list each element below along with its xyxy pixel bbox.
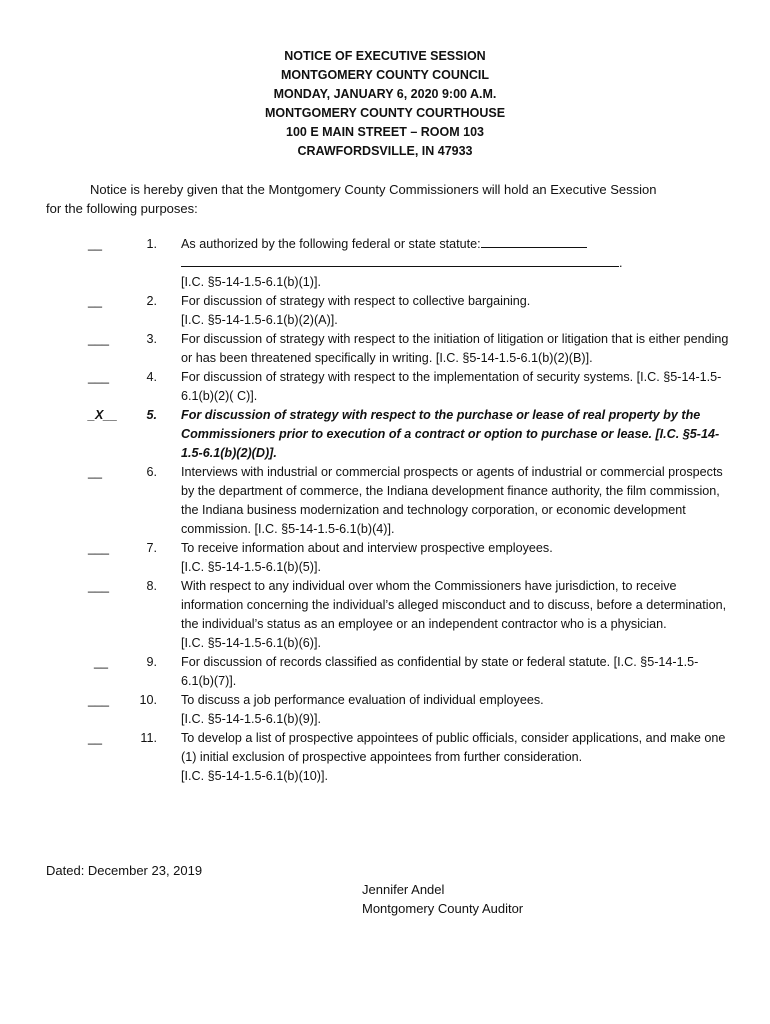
signature-block <box>362 880 523 918</box>
purpose-item-9 <box>0 653 770 691</box>
item-text: For discussion of strategy with respect to collective bargaining. [I.C. §5-14-1.5-6.1(b)(2)(A)]. <box>181 294 531 327</box>
checkbox-mark: __ <box>88 465 103 479</box>
header-title: NOTICE OF EXECUTIVE SESSION <box>284 49 486 63</box>
checkbox-mark: ___ <box>88 332 110 346</box>
statute-end-period: . <box>619 256 623 270</box>
item-text <box>181 235 729 292</box>
purpose-item-5-selected <box>0 406 770 463</box>
intro-line-1: Notice is hereby given that the Montgomery County Commissioners will hold an Executive Session <box>90 182 657 197</box>
checkbox-mark: __ <box>88 731 103 745</box>
checkbox-mark: __ <box>94 655 109 669</box>
header-date-time: MONDAY, JANUARY 6, 2020 9:00 A.M. <box>273 87 497 101</box>
purpose-item-7 <box>0 539 770 577</box>
item-text: For discussion of strategy with respect to the purchase or lease of real property by the Commissioners prior to execution of a contract or option to purchase or lease. [I.C. §5-14-1.5-6.1(b)(2)(D)]. <box>181 408 720 460</box>
checkbox-mark: __ <box>88 237 103 251</box>
item-text: For discussion of records classified as confidential by state or federal statute. [I.C. §5-14-1.5-6.1(b)(7)]. <box>181 655 699 688</box>
checkbox-mark: ___ <box>88 579 110 593</box>
header-council: MONTGOMERY COUNTY COUNCIL <box>280 68 490 82</box>
notice-header <box>0 47 770 161</box>
purpose-item-1 <box>0 235 770 292</box>
item-number: 5. <box>146 408 157 422</box>
item-number: 9. <box>146 655 157 669</box>
item-number: 10. <box>139 693 157 707</box>
header-location: MONTGOMERY COUNTY COURTHOUSE <box>264 106 506 120</box>
checkbox-mark: ___ <box>88 541 110 555</box>
item-text: With respect to any individual over whom the Commissioners have jurisdiction, to receive information concerning the individual’s alleged misconduct and to discuss, before a determination, the individual’s status as an employee or an independent contractor who is a physician. [I.C. §5-14-1.5-6.1(b)(6)]. <box>181 579 727 650</box>
item-text: Interviews with industrial or commercial prospects or agents of industrial or commercial prospects by the department of commerce, the Indiana development finance authority, the film commission, the Indiana business modernization and technology corporation, or economic development commission. [I.C. §5-14-1.5-6.1(b)(4)]. <box>181 465 723 536</box>
item-number: 7. <box>146 541 157 555</box>
item-number: 8. <box>146 579 157 593</box>
intro-line-2: for the following purposes: <box>46 201 198 216</box>
signer-title: Montgomery County Auditor <box>362 901 524 916</box>
statute-blank-line-full <box>181 254 619 267</box>
item-text: To receive information about and interview prospective employees. [I.C. §5-14-1.5-6.1(b)(5)]. <box>181 541 553 574</box>
statute-citation: [I.C. §5-14-1.5-6.1(b)(1)]. <box>181 275 321 289</box>
statute-lead-text: As authorized by the following federal or state statute: <box>181 237 481 251</box>
item-number: 1. <box>146 237 157 251</box>
purpose-list <box>0 235 770 786</box>
header-address: 100 E MAIN STREET – ROOM 103 <box>286 125 484 139</box>
item-text: For discussion of strategy with respect to the implementation of security systems. [I.C. §5-14-1.5-6.1(b)(2)( C)]. <box>181 370 722 403</box>
item-number: 2. <box>146 294 157 308</box>
item-text: To discuss a job performance evaluation of individual employees. [I.C. §5-14-1.5-6.1(b)(9)]. <box>181 693 544 726</box>
purpose-item-8 <box>0 577 770 653</box>
purpose-item-3 <box>0 330 770 368</box>
header-city: CRAWFORDSVILLE, IN 47933 <box>297 144 473 158</box>
item-number: 6. <box>146 465 157 479</box>
statute-blank-line <box>481 235 587 248</box>
purpose-item-4 <box>0 368 770 406</box>
purpose-item-6 <box>0 463 770 539</box>
item-number: 11. <box>140 731 157 745</box>
checkbox-mark: __ <box>88 294 103 308</box>
purpose-item-11 <box>0 729 770 786</box>
item-text: To develop a list of prospective appointees of public officials, consider applications, and make one (1) initial exclusion of prospective appointees from further consideration. [I.C. §5-14-1.5-6.1(b)(10)]. <box>181 731 726 783</box>
intro-paragraph <box>46 180 716 218</box>
item-number: 4. <box>146 370 157 384</box>
item-text: For discussion of strategy with respect to the initiation of litigation or litigation that is either pending or has been threatened specifically in writing. [I.C. §5-14-1.5-6.1(b)(2)(B)]. <box>181 332 729 365</box>
checkbox-mark: ___ <box>88 693 110 707</box>
checkbox-mark-selected: _X__ <box>88 408 118 422</box>
signer-name: Jennifer Andel <box>362 882 445 897</box>
purpose-item-10 <box>0 691 770 729</box>
checkbox-mark: ___ <box>88 370 110 384</box>
purpose-item-2 <box>0 292 770 330</box>
item-number: 3. <box>146 332 157 346</box>
dated-line: Dated: December 23, 2019 <box>46 863 203 878</box>
